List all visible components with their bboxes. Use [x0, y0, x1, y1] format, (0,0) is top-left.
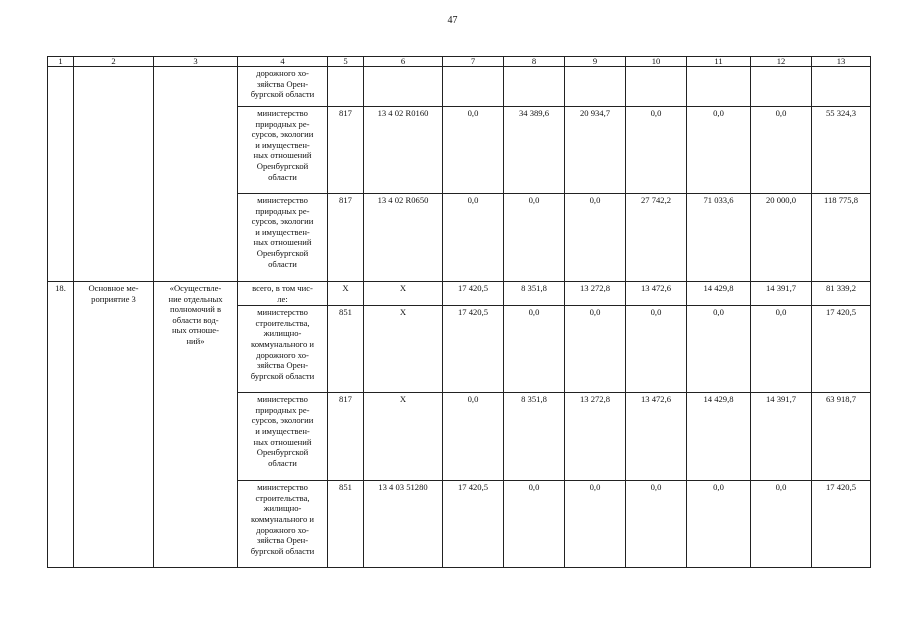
cell-value: 13 272,8 [565, 282, 626, 306]
cell-executor: министерство природных ре- сурсов, экологии и имуществен- ных отношений Оренбургской области [238, 393, 328, 481]
cell-executor: министерство природных ре- сурсов, экологии и имуществен- ных отношений Оренбургской области [238, 107, 328, 194]
table-header-row [48, 57, 871, 67]
cell-value: 0,0 [751, 107, 812, 194]
cell-code: 817 [328, 194, 364, 282]
cell-event-continued [74, 67, 154, 282]
cell-number: 18. [48, 282, 74, 568]
cell-total: 118 775,8 [812, 194, 871, 282]
cell-kbk: X [364, 306, 443, 393]
cell-value: 27 742,2 [626, 194, 687, 282]
cell-code: 817 [328, 393, 364, 481]
header-cell: 10 [626, 57, 687, 67]
cell-value: 14 429,8 [687, 393, 751, 481]
header-cell: 4 [238, 57, 328, 67]
cell-value [626, 67, 687, 107]
header-cell: 11 [687, 57, 751, 67]
cell-value: 0,0 [626, 481, 687, 568]
cell-code: X [328, 282, 364, 306]
cell-value: 34 389,6 [504, 107, 565, 194]
header-cell: 9 [565, 57, 626, 67]
cell-kbk: 13 4 02 R0650 [364, 194, 443, 282]
cell-kbk: X [364, 393, 443, 481]
cell-value: 13 472,6 [626, 282, 687, 306]
cell-value: 17 420,5 [443, 481, 504, 568]
cell-executor: министерство строительства, жилищно- коммунального и дорожного хо- зяйства Орен- бургской области [238, 306, 328, 393]
cell-total: 81 339,2 [812, 282, 871, 306]
cell-value [565, 67, 626, 107]
cell-value: 0,0 [565, 194, 626, 282]
cell-value: 8 351,8 [504, 282, 565, 306]
cell-value: 14 429,8 [687, 282, 751, 306]
cell-code: 817 [328, 107, 364, 194]
table-row [48, 67, 871, 107]
cell-title: «Осуществле- ние отдельных полномочий в области вод- ных отноше- ний» [154, 282, 238, 568]
cell-kbk: X [364, 282, 443, 306]
cell-executor: дорожного хо- зяйства Орен- бургской области [238, 67, 328, 107]
cell-total [812, 67, 871, 107]
header-cell: 8 [504, 57, 565, 67]
cell-title-continued [154, 67, 238, 282]
cell-value: 20 934,7 [565, 107, 626, 194]
cell-value: 0,0 [565, 481, 626, 568]
cell-value: 17 420,5 [443, 282, 504, 306]
cell-value: 14 391,7 [751, 282, 812, 306]
cell-value: 0,0 [687, 107, 751, 194]
cell-value: 14 391,7 [751, 393, 812, 481]
cell-code [328, 67, 364, 107]
header-cell: 6 [364, 57, 443, 67]
cell-value: 0,0 [504, 481, 565, 568]
table-row [48, 282, 871, 306]
cell-kbk: 13 4 02 R0160 [364, 107, 443, 194]
cell-executor: всего, в том чис- ле: [238, 282, 328, 306]
cell-executor: министерство строительства, жилищно- коммунального и дорожного хо- зяйства Орен- бургской области [238, 481, 328, 568]
cell-event: Основное ме- роприятие 3 [74, 282, 154, 568]
cell-value: 0,0 [687, 306, 751, 393]
cell-value [443, 67, 504, 107]
cell-value: 0,0 [443, 107, 504, 194]
cell-value: 0,0 [565, 306, 626, 393]
cell-value: 0,0 [626, 107, 687, 194]
budget-table [47, 56, 871, 568]
page-number: 47 [447, 15, 458, 26]
cell-value: 0,0 [443, 194, 504, 282]
header-cell: 3 [154, 57, 238, 67]
cell-value: 20 000,0 [751, 194, 812, 282]
header-cell: 13 [812, 57, 871, 67]
header-cell: 12 [751, 57, 812, 67]
header-cell: 1 [48, 57, 74, 67]
cell-total: 63 918,7 [812, 393, 871, 481]
cell-total: 17 420,5 [812, 481, 871, 568]
cell-value: 8 351,8 [504, 393, 565, 481]
cell-kbk: 13 4 03 51280 [364, 481, 443, 568]
cell-code: 851 [328, 306, 364, 393]
cell-value: 71 033,6 [687, 194, 751, 282]
cell-total: 55 324,3 [812, 107, 871, 194]
cell-value: 0,0 [751, 306, 812, 393]
cell-total: 17 420,5 [812, 306, 871, 393]
cell-value: 0,0 [626, 306, 687, 393]
cell-number-continued [48, 67, 74, 282]
cell-value: 0,0 [443, 393, 504, 481]
cell-value [504, 67, 565, 107]
cell-value [687, 67, 751, 107]
header-cell: 5 [328, 57, 364, 67]
header-cell: 7 [443, 57, 504, 67]
cell-value: 0,0 [504, 306, 565, 393]
cell-value: 0,0 [504, 194, 565, 282]
cell-code: 851 [328, 481, 364, 568]
cell-value: 0,0 [751, 481, 812, 568]
cell-executor: министерство природных ре- сурсов, экологии и имуществен- ных отношений Оренбургской области [238, 194, 328, 282]
cell-value: 13 472,6 [626, 393, 687, 481]
cell-value: 0,0 [687, 481, 751, 568]
cell-value [751, 67, 812, 107]
header-cell: 2 [74, 57, 154, 67]
cell-value: 17 420,5 [443, 306, 504, 393]
cell-value: 13 272,8 [565, 393, 626, 481]
cell-kbk [364, 67, 443, 107]
